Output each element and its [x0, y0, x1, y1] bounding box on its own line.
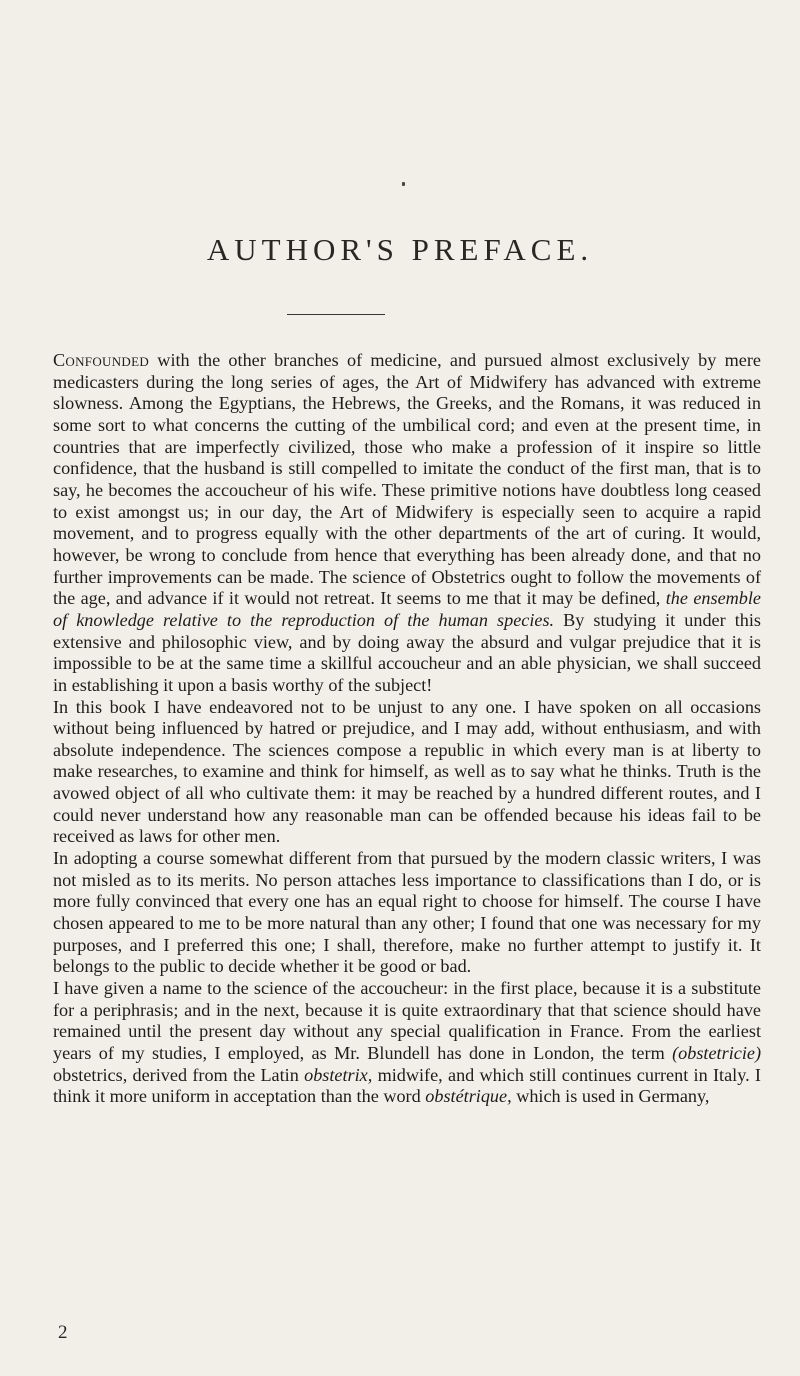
paragraph-1 [53, 350, 761, 697]
paragraph-3-text: In adopting a course somewhat different from that pursued by the modern classic writers, I was not misled as to its merits. No person attaches less importance to classifications than I do, or is more fully convinced that every one has an equal right to choose for himself. The course I have chosen appeared to me to be more natural than any other; I found that one was necessary for my purposes, and I preferred this one; I shall, therefore, make no further attempt to justify it. It belongs to the public to decide whether it be good or bad. [53, 848, 761, 977]
paragraph-1-definition: the ensemble of knowledge relative to the reproduction of the human species. [53, 588, 762, 630]
paragraph-4-tail-3: which is used in Germany, [511, 1086, 710, 1107]
signature-mark: 2 [58, 1322, 68, 1343]
page-title: AUTHOR'S PREFACE. [206, 232, 594, 267]
paragraph-4-french: obstétrique, [425, 1086, 512, 1107]
paragraph-4-term: (obstetricie) [672, 1043, 761, 1063]
paragraph-3 [53, 848, 761, 978]
paragraph-4 [53, 978, 761, 1108]
body-text [53, 350, 761, 1108]
paragraph-1-text: with the other branches of medicine, and pursued almost exclusively by mere medicasters during the long series of ages, the Art of Midwifery has advanced with extreme slowness. Among the Egyptians, the Hebrews, the Greeks, and the Romans, it was reduced in some sort to what concerns the cutting of the umbilical cord; and even at the present time, in countries that are imperfectly civilized, those who make a profession of it inspire so little confidence, that the husband is still compelled to imitate the conduct of the first man, that is to say, he becomes the accoucheur of his wife. These primitive notions have doubtless long ceased to exist amongst us; in our day, the Art of Midwifery is especially seen to acquire a rapid movement, and to progress equally with the other departments of the art of curing. It would, however, be wrong to conclude from hence that everything has been already done, and that no further improvements can be made. The science of Obstetrics ought to follow the movements of the age, and advance if it would not retreat. It seems to me that it may be defined, [53, 350, 761, 609]
paragraph-4-tail: obstetrics, derived from the Latin [53, 1064, 305, 1085]
lead-word: Confounded [53, 350, 150, 370]
title-divider [287, 314, 385, 315]
paragraph-4-text: I have given a name to the science of the accoucheur: in the first place, because it is a substitute for a periphrasis; and in the next, because it is quite extraordinary that that science should have remained until the present day without any special qualification in France. From the earliest years of my studies, I employed, as Mr. Blundell has done in London, the term [53, 978, 761, 1063]
page-speck [402, 182, 405, 186]
paragraph-4-latin: obstetrix, [304, 1064, 373, 1085]
paragraph-1-tail: By studying it under this extensive and philosophic view, and by doing away the absurd and vulgar prejudice that it is impossible to be at the same time a skillful accoucheur and an able physician, we shall succeed in establishing it upon a basis worthy of the subject! [53, 609, 761, 695]
paragraph-4-tail-2: midwife, and which still continues current in Italy. I think it more uniform in acceptation than the word [53, 1064, 761, 1107]
paragraph-2 [53, 697, 761, 849]
paragraph-2-text: In this book I have endeavored not to be unjust to any one. I have spoken on all occasions without being influenced by hatred or prejudice, and I may add, without enthusiasm, and with absolute independence. The sciences compose a republic in which every man is at liberty to make researches, to examine and think for himself, as well as to say what he thinks. Truth is the avowed object of all who cultivate them: it may be reached by a hundred different routes, and I could never understand how any reasonable man can be offended because his ideas fail to be received as laws for other men. [53, 696, 761, 847]
